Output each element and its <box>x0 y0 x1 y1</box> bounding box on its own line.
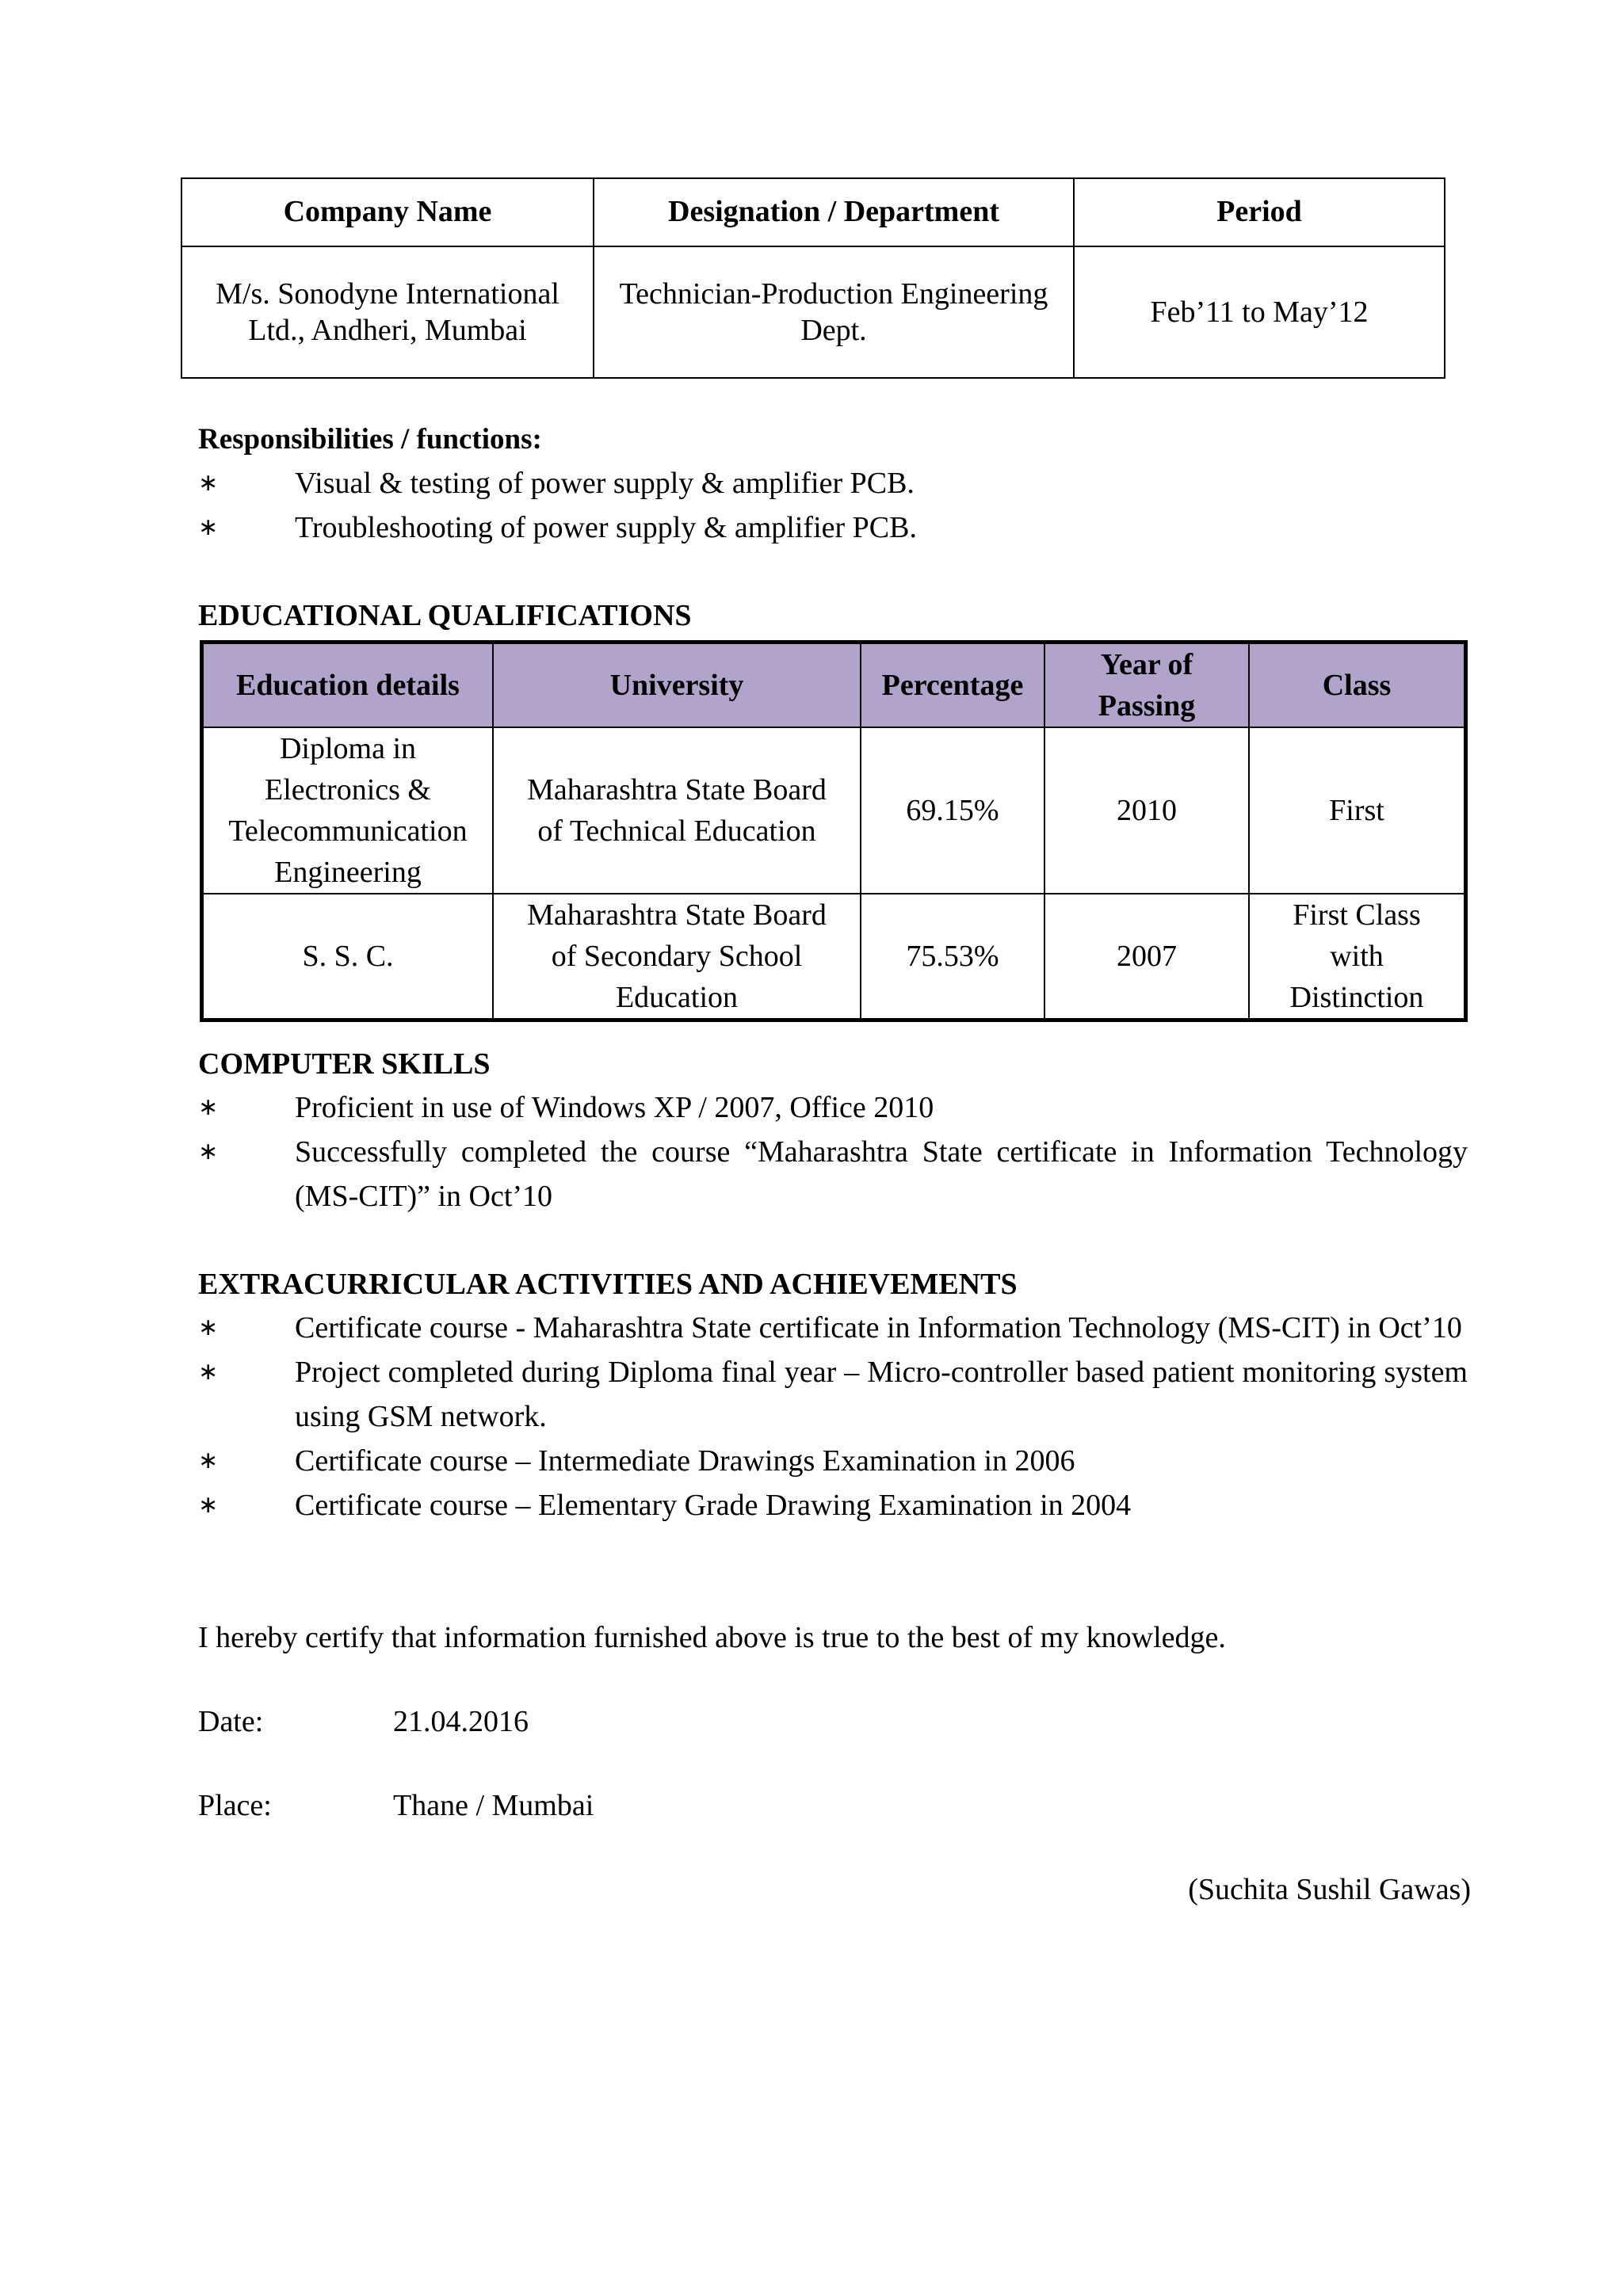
company-line: M/s. Sonodyne International <box>216 277 559 311</box>
header-year-of-passing: Year of Passing <box>1044 643 1249 728</box>
percentage-cell: 75.53% <box>861 894 1044 1020</box>
employment-table <box>181 177 1445 379</box>
date-value: 21.04.2016 <box>393 1705 529 1738</box>
class-cell: First Class with Distinction <box>1249 894 1466 1020</box>
header-percentage: Percentage <box>861 643 1044 728</box>
period-cell: Feb’11 to May’12 <box>1074 246 1445 378</box>
education-header-row <box>202 643 1466 728</box>
list-item: ∗ Certificate course – Elementary Grade Drawing Examination in 2004 <box>198 1483 1468 1527</box>
designation-line: Technician-Production Engineering <box>619 277 1048 311</box>
header-company-name: Company Name <box>181 178 594 246</box>
bullet-icon: ∗ <box>198 1093 219 1121</box>
responsibilities-title: Responsibilities / functions: <box>198 423 542 456</box>
header-class: Class <box>1249 643 1466 728</box>
year-cell: 2007 <box>1044 894 1249 1020</box>
extracurricular-list <box>198 1306 1468 1527</box>
bullet-icon: ∗ <box>198 513 219 541</box>
header-university: University <box>493 643 861 728</box>
designation-line: Dept. <box>800 314 867 347</box>
designation-cell <box>594 246 1074 378</box>
education-details-cell: S. S. C. <box>202 894 494 1020</box>
responsibilities-list <box>198 461 1468 550</box>
university-cell: Maharashtra State Board of Secondary School Education <box>493 894 861 1020</box>
bullet-icon: ∗ <box>198 1314 219 1341</box>
list-item: ∗ Certificate course – Intermediate Drawings Examination in 2006 <box>198 1439 1468 1483</box>
company-line: Ltd., Andheri, Mumbai <box>248 314 527 347</box>
bullet-icon: ∗ <box>198 1491 219 1519</box>
list-item: ∗ Troubleshooting of power supply & amplifier PCB. <box>198 505 1468 550</box>
education-details-cell: Diploma in Electronics & Telecommunication Engineering <box>202 727 494 894</box>
class-cell: First <box>1249 727 1466 894</box>
company-cell <box>181 246 594 378</box>
place-value: Thane / Mumbai <box>393 1789 594 1822</box>
bullet-icon: ∗ <box>198 1138 219 1165</box>
list-item: ∗ Visual & testing of power supply & amplifier PCB. <box>198 461 1468 505</box>
header-education-details: Education details <box>202 643 494 728</box>
list-item: ∗ Proficient in use of Windows XP / 2007, Office 2010 <box>198 1085 1468 1130</box>
list-item: ∗ Successfully completed the course “Maharashtra State certificate in Information Technology (MS-CIT)” in Oct’10 <box>198 1130 1468 1219</box>
employment-header-row <box>181 178 1445 246</box>
table-row <box>202 727 1466 894</box>
percentage-cell: 69.15% <box>861 727 1044 894</box>
university-cell: Maharashtra State Board of Technical Education <box>493 727 861 894</box>
declaration-text: I hereby certify that information furnished above is true to the best of my knowledge. <box>198 1621 1226 1654</box>
computer-skills-list <box>198 1085 1468 1219</box>
bullet-icon: ∗ <box>198 1447 219 1474</box>
employment-row <box>181 246 1445 378</box>
signature-name: (Suchita Sushil Gawas) <box>1188 1873 1471 1906</box>
bullet-icon: ∗ <box>198 469 219 497</box>
list-item: ∗ Project completed during Diploma final year – Micro-controller based patient monitoring system using GSM network. <box>198 1350 1468 1439</box>
header-designation: Designation / Department <box>594 178 1074 246</box>
place-label: Place: <box>198 1789 272 1822</box>
table-row <box>202 894 1466 1020</box>
extracurricular-title: EXTRACURRICULAR ACTIVITIES AND ACHIEVEMENTS <box>198 1268 1018 1301</box>
education-table <box>200 640 1468 1022</box>
header-period: Period <box>1074 178 1445 246</box>
education-section-title: EDUCATIONAL QUALIFICATIONS <box>198 599 692 632</box>
date-label: Date: <box>198 1705 264 1738</box>
computer-skills-title: COMPUTER SKILLS <box>198 1047 491 1081</box>
bullet-icon: ∗ <box>198 1358 219 1386</box>
year-cell: 2010 <box>1044 727 1249 894</box>
list-item: ∗ Certificate course - Maharashtra State certificate in Information Technology (MS-CIT) in Oct’10 <box>198 1306 1468 1350</box>
